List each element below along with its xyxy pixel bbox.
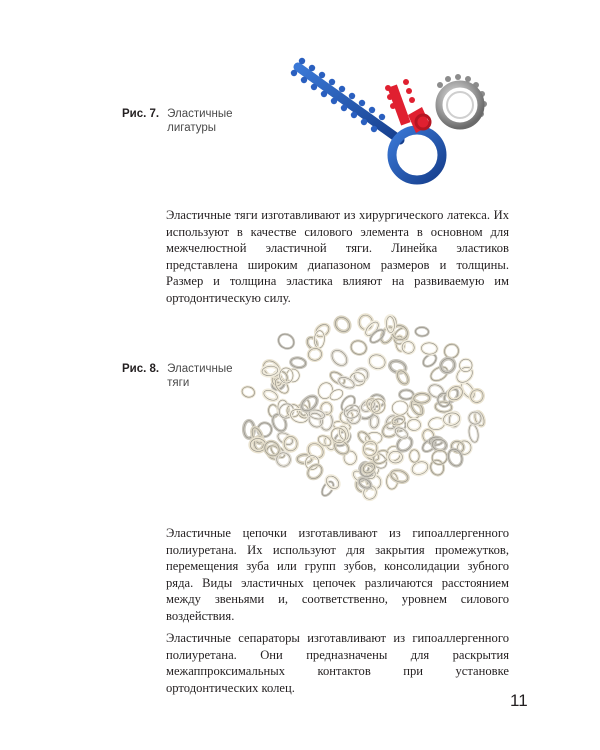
figure-7-caption bbox=[167, 107, 232, 135]
elastic-band-shadow bbox=[276, 331, 297, 351]
elastic-band bbox=[307, 347, 322, 361]
elastic-bands-pile-photo bbox=[238, 315, 488, 500]
elastic-ligatures-illustration bbox=[280, 55, 500, 205]
figure-8-number: Рис. 8. bbox=[122, 363, 160, 375]
figure-7-caption-line1: Эластичные bbox=[167, 108, 233, 120]
elastic-band-shadow bbox=[438, 356, 457, 376]
elastic-band bbox=[290, 357, 306, 369]
elastic-band bbox=[368, 353, 387, 371]
paragraph-elastic-separators: Эластичные сепараторы изготавливают из гипоаллергенного полиуретана. Они предназначены для раскрытия межаппроксимальных контактов при установке ортодонтических колец. bbox=[166, 631, 509, 695]
paragraph-elastic-bands: Эластичные тяги изготавливают из хирургического латекса. Их используют в качестве силового элемента в основном для межчелюстной эластичной тяги. Линейка эластиков представлена широким диапазоном размеров и толщины. Размер и толщина эластика влияют на развиваемую им ортодонтическую силу. bbox=[166, 208, 509, 305]
elastic-band bbox=[316, 381, 335, 401]
figure-8-caption bbox=[167, 362, 232, 390]
elastic-band bbox=[241, 385, 256, 398]
figure-7-caption-line2: лигатуры bbox=[167, 122, 217, 134]
red-ligature-stick bbox=[385, 79, 430, 133]
elastic-band bbox=[400, 340, 416, 356]
figure-7-number: Рис. 7. bbox=[122, 108, 160, 120]
figure-8-caption-line2: тяги bbox=[167, 377, 190, 389]
elastic-band-shadow bbox=[333, 315, 353, 335]
paragraph-elastic-chains: Эластичные цепочки изготавливают из гипоаллергенного полиуретана. Их используют для закрытия промежутков, перемещения зуба или групп зубов, консолидации зубного ряда. Виды эластичных цепочек различаются расстоянием между звеньями и, соответственно, уровнем силового воздействия. bbox=[166, 526, 509, 623]
page-number: 11 bbox=[510, 691, 528, 710]
elastic-band bbox=[443, 412, 461, 427]
elastic-band bbox=[349, 339, 368, 357]
elastic-band bbox=[429, 459, 445, 477]
gray-ligature-ring bbox=[437, 74, 487, 126]
figure-8-caption-line1: Эластичные bbox=[167, 363, 233, 375]
figure-7-label bbox=[122, 107, 233, 135]
elastic-band-shadow bbox=[305, 462, 325, 481]
elastic-band bbox=[304, 454, 320, 471]
figure-8-label bbox=[122, 362, 233, 390]
